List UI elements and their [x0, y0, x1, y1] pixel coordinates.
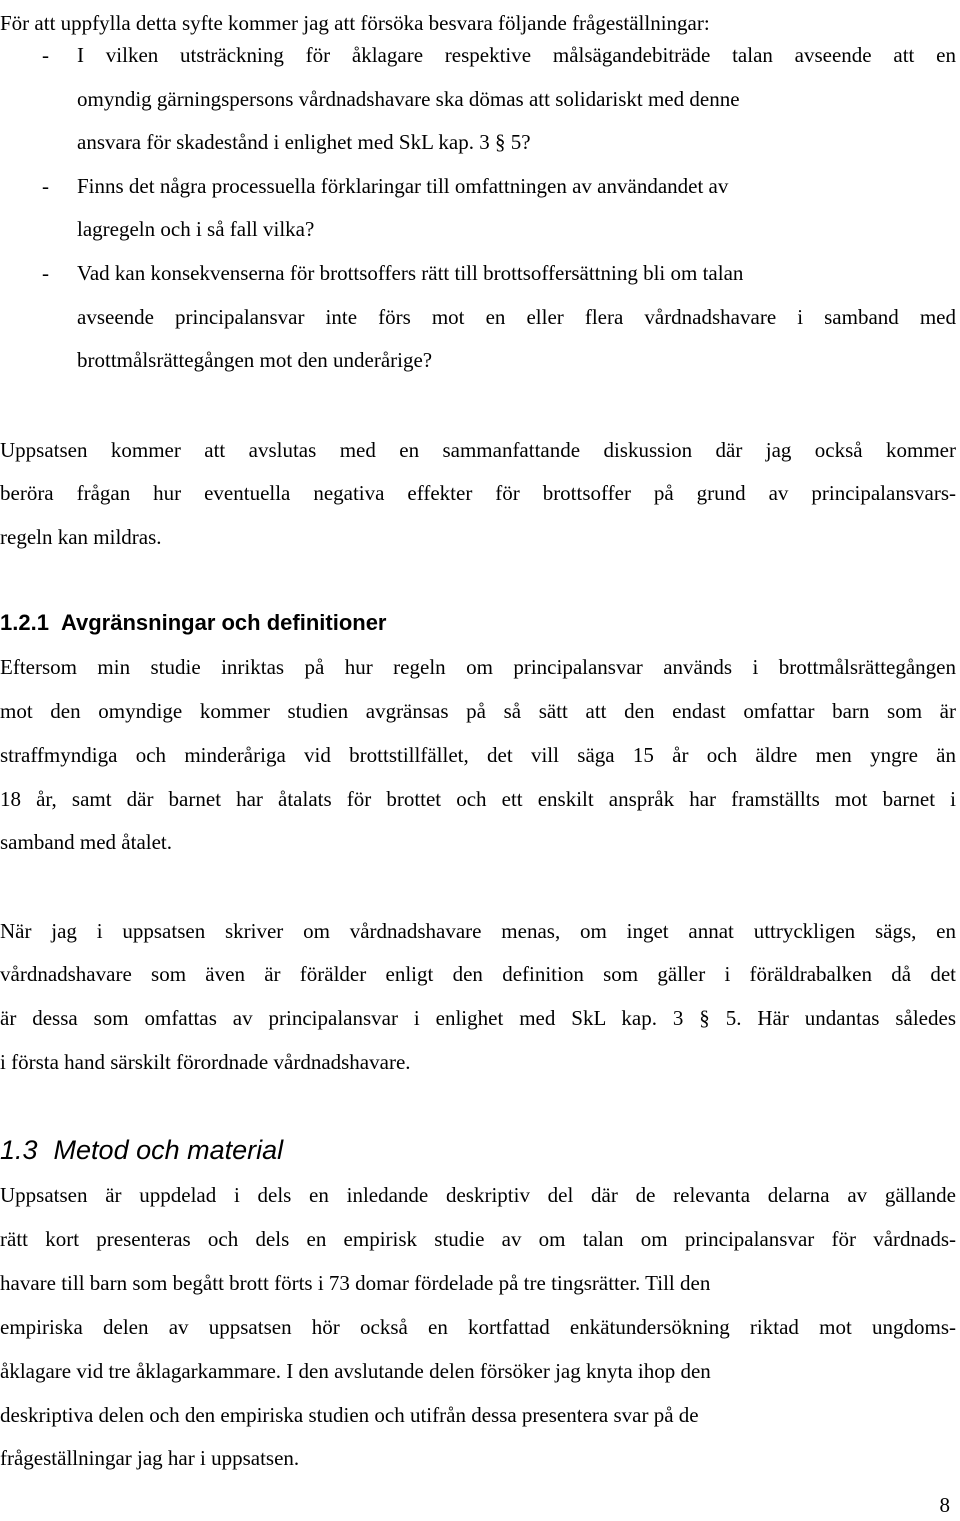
list-item-line: Vad kan konsekvenserna för brottsoffers rätt till brottsoffersättning bli om talan: [77, 261, 744, 285]
paragraph-line: åklagare vid tre åklagarkammare. I den avslutande delen försöker jag knyta ihop den: [0, 1359, 711, 1383]
paragraph-line: är dessa som omfattas av principalansvar i enlighet med SkL kap. 3 § 5. Här undantas således: [0, 1006, 956, 1030]
paragraph-line: regeln kan mildras.: [0, 525, 162, 549]
page-number: 8: [939, 1493, 950, 1517]
list-item-line: Finns det några processuella förklaringar till omfattningen av användandet av: [77, 174, 729, 198]
list-item-line: brottmålsrättegången mot den underårige?: [77, 348, 433, 372]
intro-text: För att uppfylla detta syfte kommer jag att försöka besvara följande frågeställningar:: [0, 11, 710, 35]
list-item-line: I vilken utsträckning för åklagare respektive målsägandebiträde talan avseende att en: [77, 43, 956, 67]
section-number: 1.3: [0, 1135, 38, 1165]
paragraph-line: empiriska delen av uppsatsen hör också en kortfattad enkätundersökning riktad mot ungdoms-: [0, 1315, 956, 1339]
paragraph-line: 18 år, samt där barnet har åtalats för brottet och ett enskilt anspråk har framställts mot barnet i: [0, 787, 956, 811]
section-heading-1-3: [0, 1132, 283, 1168]
paragraph-line: vårdnadshavare som även är förälder enligt den definition som gäller i föräldrabalken då det: [0, 962, 956, 986]
paragraph-line: Uppsatsen är uppdelad i dels en inledande deskriptiv del där de relevanta delarna av gällande: [0, 1183, 956, 1207]
paragraph-line: beröra frågan hur eventuella negativa effekter för brottsoffer på grund av principalansvars-: [0, 481, 956, 505]
paragraph-line: deskriptiva delen och den empiriska studien och utifrån dessa presentera svar på de: [0, 1403, 699, 1427]
list-item-line: ansvara för skadestånd i enlighet med SkL kap. 3 § 5?: [77, 130, 531, 154]
list-marker: -: [42, 174, 49, 198]
list-item-line: lagregeln och i så fall vilka?: [77, 217, 315, 241]
paragraph-line: Uppsatsen kommer att avslutas med en sammanfattande diskussion där jag också kommer: [0, 438, 956, 462]
section-title: Avgränsningar och definitioner: [60, 610, 387, 635]
paragraph-line: i första hand särskilt förordnade vårdnadshavare.: [0, 1050, 411, 1074]
paragraph-line: straffmyndiga och minderåriga vid brottstillfället, det vill säga 15 år och äldre men yngre än: [0, 743, 956, 767]
paragraph-line: samband med åtalet.: [0, 830, 173, 854]
section-heading-1-2-1: [0, 608, 387, 638]
paragraph-line: havare till barn som begått brott förts i 73 domar fördelade på tre tingsrätter. Till den: [0, 1271, 711, 1295]
paragraph-line: Eftersom min studie inriktas på hur regeln om principalansvar används i brottmålsrättegången: [0, 655, 956, 679]
list-item-line: omyndig gärningspersons vårdnadshavare ska dömas att solidariskt med denne: [77, 87, 740, 111]
list-item-line: avseende principalansvar inte förs mot en eller flera vårdnadshavare i samband med: [77, 305, 956, 329]
list-marker: -: [42, 43, 49, 67]
paragraph-line: mot den omyndige kommer studien avgränsas på så sätt att den endast omfattar barn som är: [0, 699, 956, 723]
paragraph-line: När jag i uppsatsen skriver om vårdnadshavare menas, om inget annat uttryckligen sägs, en: [0, 919, 956, 943]
section-number: 1.2.1: [0, 610, 49, 635]
section-title: Metod och material: [53, 1135, 284, 1165]
paragraph-line: frågeställningar jag har i uppsatsen.: [0, 1446, 300, 1470]
list-marker: -: [42, 261, 49, 285]
paragraph-line: rätt kort presenteras och dels en empirisk studie av om talan om principalansvar för vårdnads-: [0, 1227, 956, 1251]
